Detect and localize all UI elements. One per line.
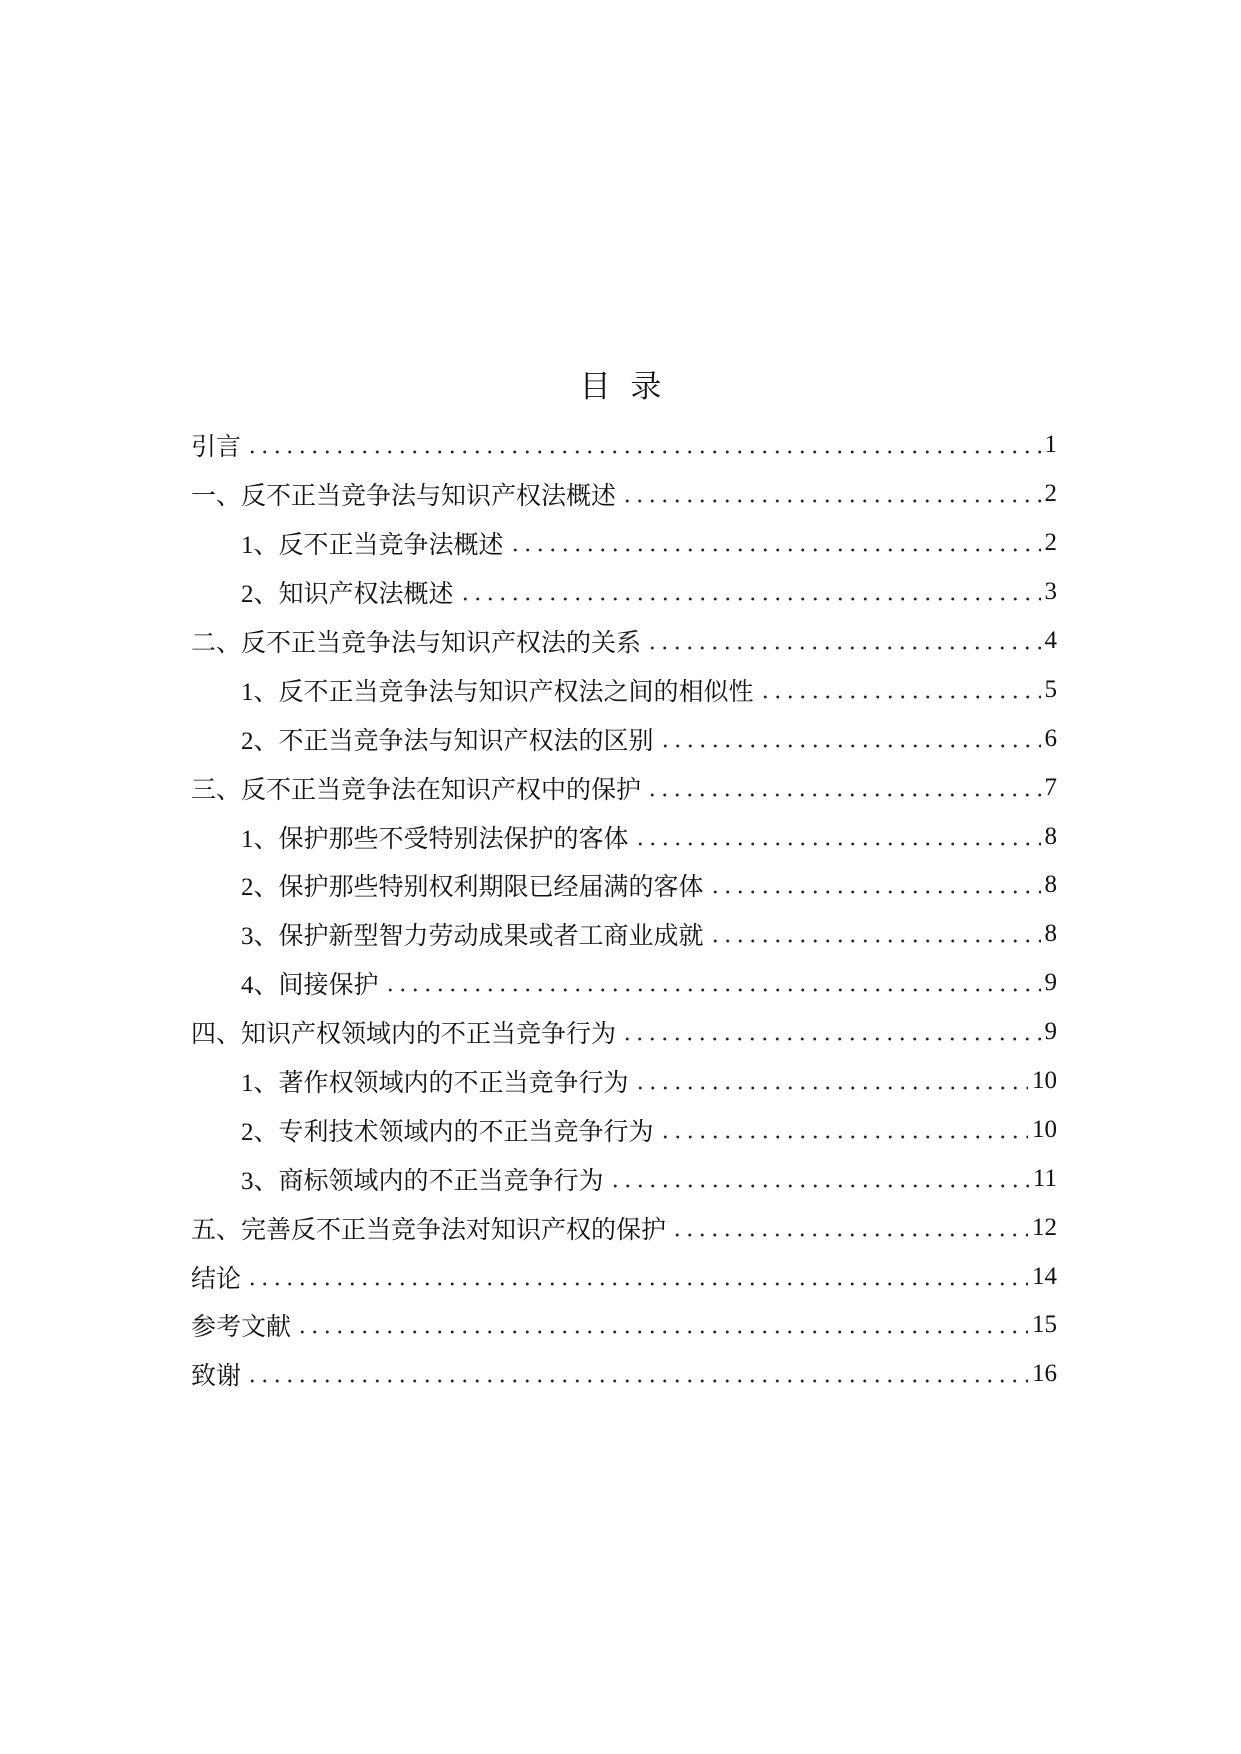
toc-subentry-label: 2、不正当竞争法与知识产权法的区别 xyxy=(241,727,654,755)
toc-entry xyxy=(191,1203,1057,1252)
toc-subentry xyxy=(191,910,1057,959)
toc-page-number: 7 xyxy=(1044,773,1057,801)
dot-leader xyxy=(709,925,1041,943)
toc-title: 目 录 xyxy=(579,369,662,405)
toc-subentry-label: 1、反不正当竞争法与知识产权法之间的相似性 xyxy=(241,678,754,706)
dot-leader xyxy=(634,828,1041,846)
toc-subentry xyxy=(191,861,1057,910)
toc-page-number: 9 xyxy=(1044,969,1057,997)
toc-page-number: 11 xyxy=(1032,1164,1057,1192)
dot-leader xyxy=(609,1170,1029,1188)
toc-page-number: 16 xyxy=(1032,1360,1057,1388)
toc-subentry xyxy=(191,812,1057,861)
dot-leader xyxy=(509,534,1041,552)
toc-subentry-label: 4、间接保护 xyxy=(241,972,379,1000)
toc-page-number: 14 xyxy=(1032,1262,1057,1290)
toc-subentry xyxy=(191,714,1057,763)
toc-subentry xyxy=(191,1154,1057,1203)
toc-page-number: 2 xyxy=(1044,529,1057,557)
toc-entry-label: 参考文献 xyxy=(191,1314,292,1342)
dot-leader xyxy=(246,1365,1028,1383)
dot-leader xyxy=(646,632,1040,650)
toc-page-number: 8 xyxy=(1044,920,1057,948)
dot-leader xyxy=(246,436,1040,454)
dot-leader xyxy=(621,485,1040,503)
dot-leader xyxy=(246,1268,1028,1286)
table-of-contents xyxy=(191,421,1057,1399)
toc-entry-label: 结论 xyxy=(191,1265,242,1293)
toc-page-number: 10 xyxy=(1032,1115,1057,1143)
toc-page-number: 10 xyxy=(1032,1067,1057,1095)
toc-page-number: 9 xyxy=(1044,1018,1057,1046)
toc-entry xyxy=(191,617,1057,666)
toc-subentry xyxy=(191,568,1057,617)
dot-leader xyxy=(671,1219,1028,1237)
toc-subentry xyxy=(191,959,1057,1008)
toc-subentry xyxy=(191,1057,1057,1106)
toc-entry xyxy=(191,1350,1057,1399)
toc-entry-label: 三、反不正当竞争法在知识产权中的保护 xyxy=(191,776,642,804)
toc-entry xyxy=(191,1252,1057,1301)
toc-subentry-label: 1、著作权领域内的不正当竞争行为 xyxy=(241,1070,629,1098)
toc-page-number: 4 xyxy=(1044,627,1057,654)
toc-page-number: 8 xyxy=(1044,822,1057,850)
toc-subentry-label: 1、反不正当竞争法概述 xyxy=(241,532,504,560)
toc-page-number: 15 xyxy=(1032,1311,1057,1339)
dot-leader xyxy=(634,1072,1028,1090)
toc-page-number: 3 xyxy=(1044,578,1057,606)
toc-subentry xyxy=(191,1105,1057,1154)
toc-subentry xyxy=(191,665,1057,714)
toc-page-number: 6 xyxy=(1044,724,1057,752)
toc-entry xyxy=(191,421,1057,470)
toc-page-number: 12 xyxy=(1032,1213,1057,1241)
toc-subentry-label: 2、保护那些特别权利期限已经届满的客体 xyxy=(241,874,704,902)
dot-leader xyxy=(659,1121,1028,1139)
toc-subentry-label: 3、保护新型智力劳动成果或者工商业成就 xyxy=(241,923,704,951)
toc-entry-label: 四、知识产权领域内的不正当竞争行为 xyxy=(191,1021,617,1049)
toc-entry-label: 二、反不正当竞争法与知识产权法的关系 xyxy=(191,630,642,657)
toc-entry xyxy=(191,1008,1057,1057)
toc-entry xyxy=(191,763,1057,812)
dot-leader xyxy=(296,1316,1028,1334)
dot-leader xyxy=(709,876,1041,894)
toc-page-number: 8 xyxy=(1044,871,1057,899)
toc-subentry-label: 1、保护那些不受特别法保护的客体 xyxy=(241,825,629,853)
toc-entry xyxy=(191,1301,1057,1350)
toc-subentry-label: 3、商标领域内的不正当竞争行为 xyxy=(241,1167,604,1195)
dot-leader xyxy=(621,1023,1040,1041)
toc-entry-label: 致谢 xyxy=(191,1363,242,1391)
toc-subentry-label: 2、知识产权法概述 xyxy=(241,581,454,609)
toc-page-number: 1 xyxy=(1044,431,1057,459)
toc-page-number: 2 xyxy=(1044,480,1057,508)
dot-leader xyxy=(646,779,1040,797)
toc-page-number: 5 xyxy=(1044,675,1057,703)
dot-leader xyxy=(384,974,1041,992)
toc-entry-label: 引言 xyxy=(191,434,242,462)
dot-leader xyxy=(459,583,1041,601)
toc-subentry-label: 2、专利技术领域内的不正当竞争行为 xyxy=(241,1118,654,1146)
toc-entry xyxy=(191,470,1057,519)
toc-entry-label: 一、反不正当竞争法与知识产权法概述 xyxy=(191,483,617,511)
toc-entry-label: 五、完善反不正当竞争法对知识产权的保护 xyxy=(191,1216,667,1244)
toc-subentry xyxy=(191,519,1057,568)
dot-leader xyxy=(659,730,1041,748)
dot-leader xyxy=(759,681,1041,699)
